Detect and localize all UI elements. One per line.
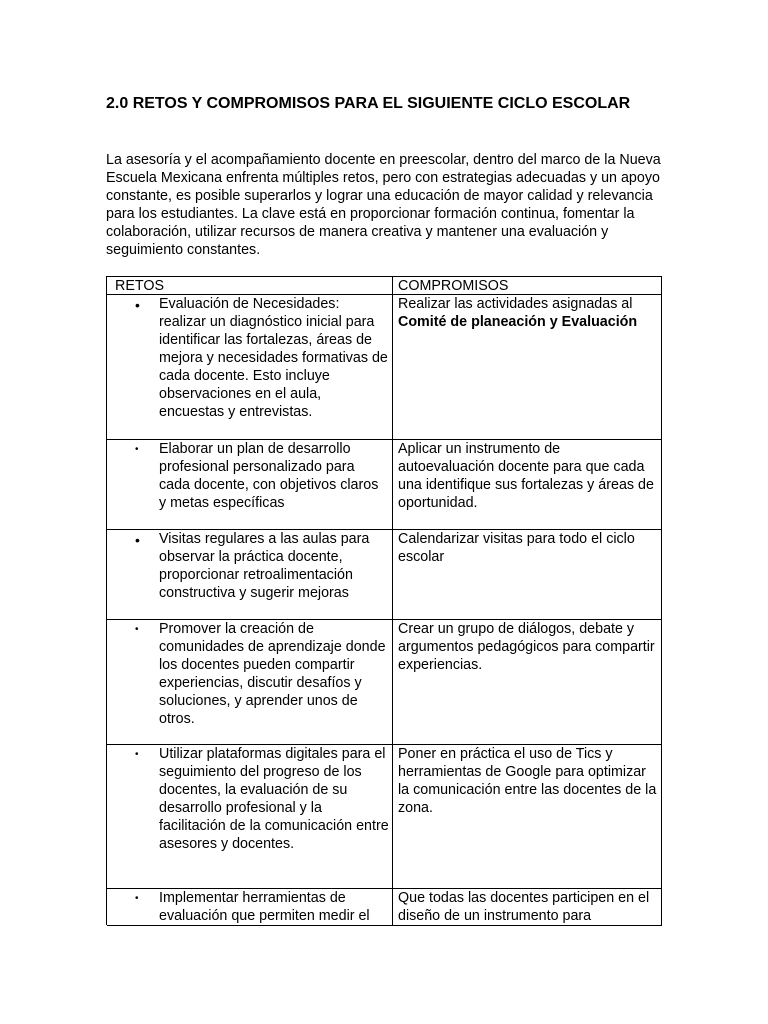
table-row-6-compromiso [393,889,662,926]
table-row-1-compromiso [393,295,662,440]
compromiso-text: Aplicar un instrumento de autoevaluación docente para que cada una identifique sus fortalezas y áreas de oportunidad. [398,441,654,511]
table-row-3-compromiso [393,530,662,620]
bullet-icon: • [135,624,139,635]
retos-compromisos-table [106,276,662,925]
header-retos: RETOS [115,278,164,294]
compromiso-text-bold: Comité de planeación y Evaluación [398,314,638,330]
reto-text: Utilizar plataformas digitales para el seguimiento del progreso de los docentes, la evaluación de su desarrollo profesional y la facilitación de la comunicación entre asesores y docentes. [159,746,389,852]
table-row-1-reto [107,295,393,440]
bullet-icon: • [135,297,140,313]
reto-text: Visitas regulares a las aulas para observar la práctica docente, proporcionar retroalimentación constructiva y sugerir mejoras [159,531,370,601]
compromiso-text-regular: Realizar las actividades asignadas al [398,296,633,312]
table-row-5-reto [107,745,393,889]
intro-paragraph: La asesoría y el acompañamiento docente en preescolar, dentro del marco de la Nueva Escuela Mexicana enfrenta múltiples retos, pero con estrategias adecuadas y un apoyo constante, es posible superarlos y lograr una educación de mayor calidad y relevancia para los estudiantes. La clave está en proporcionar formación continua, fomentar la colaboración, utilizar recursos de manera creativa y mantener una evaluación y seguimiento constantes. [106,152,661,258]
bullet-icon: • [135,893,139,904]
header-compromisos: COMPROMISOS [398,278,509,294]
compromiso-text [398,295,660,331]
reto-text: Promover la creación de comunidades de aprendizaje donde los docentes pueden compartir experiencias, discutir desafíos y soluciones, y aprender unos de otros. [159,621,386,727]
table-row-2-reto [107,440,393,530]
header-cell-compromisos [393,277,662,295]
compromiso-text: Crear un grupo de diálogos, debate y argumentos pedagógicos para compartir experiencias. [398,621,655,673]
section-heading: 2.0 RETOS Y COMPROMISOS PARA EL SIGUIENTE CICLO ESCOLAR [106,95,631,112]
compromiso-text: Que todas las docentes participen en el diseño de un instrumento para [398,890,650,924]
compromiso-text: Poner en práctica el uso de Tics y herramientas de Google para optimizar la comunicación entre las docentes de la zona. [398,746,657,816]
bullet-icon: • [135,532,140,548]
table-row-6-reto [107,889,393,926]
bullet-icon: • [135,444,139,455]
header-cell-retos [107,277,393,295]
compromiso-text: Calendarizar visitas para todo el ciclo escolar [398,531,635,565]
table-row-4-reto [107,620,393,745]
reto-text: Implementar herramientas de evaluación que permiten medir el [159,890,370,924]
table-row-4-compromiso [393,620,662,745]
table-row-3-reto [107,530,393,620]
reto-text: Evaluación de Necesidades: realizar un diagnóstico inicial para identificar las fortalezas, áreas de mejora y necesidades formativas de cada docente. Esto incluye observaciones en el aula, encuestas y entrevistas. [159,296,388,420]
bullet-icon: • [135,749,139,760]
table-row-2-compromiso [393,440,662,530]
table-row-5-compromiso [393,745,662,889]
reto-text: Elaborar un plan de desarrollo profesional personalizado para cada docente, con objetivos claros y metas específicas [159,441,379,511]
